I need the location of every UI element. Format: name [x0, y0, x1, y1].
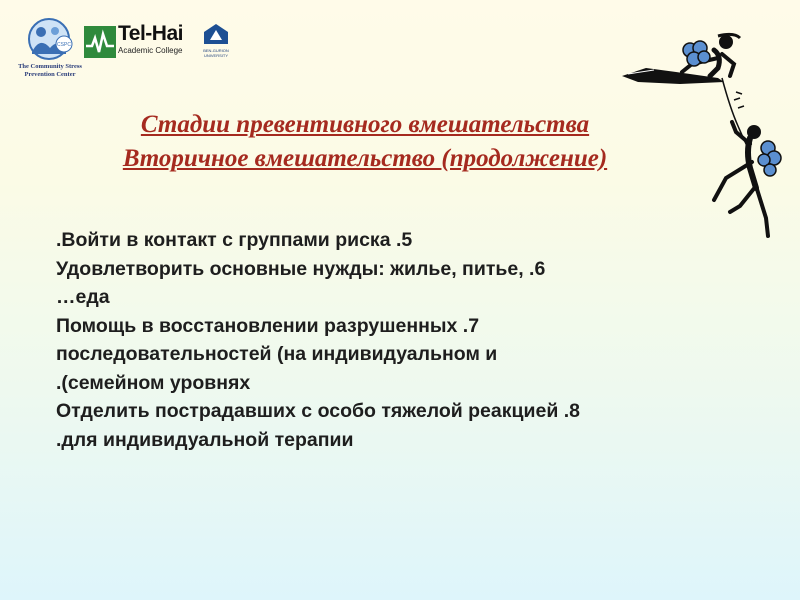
body-line: .для индивидуальной терапии	[56, 428, 354, 451]
body-line: …еда	[56, 286, 110, 308]
tel-hai-name: Tel-Hai	[118, 22, 183, 45]
slide-body	[56, 226, 736, 454]
bottom-climber-backpack	[758, 141, 781, 176]
cspc-emblem-icon	[20, 18, 78, 60]
top-climber-backpack	[683, 41, 710, 66]
community-stress-prevention-center-logo	[14, 18, 84, 79]
body-line: Отделить пострадавших с особо тяжелой реакцией .8	[56, 400, 580, 422]
body-line: .(семейном уровнях	[56, 371, 251, 394]
body-line: последовательностей (на индивидуальном и	[56, 343, 498, 365]
body-line: Помощь в восстановлении разрушенных .7	[56, 314, 480, 337]
bgu-caption: BEN-GURION UNIVERSITY	[203, 48, 229, 58]
body-line: Удовлетворить основные нужды: жилье, питье, .6	[56, 257, 546, 280]
body-line: .Войти в контакт с группами риска .5	[56, 229, 413, 251]
tel-hai-subtitle: Academic College	[118, 46, 183, 55]
tel-hai-logo	[84, 22, 196, 62]
bgu-emblem-icon	[198, 22, 234, 48]
cspc-caption: The Community Stress Prevention Center	[18, 63, 82, 78]
title-line-2: Вторичное вмешательство (продолжение)	[122, 145, 608, 172]
ben-gurion-university-logo	[198, 22, 234, 62]
cspc-badge-text: CSPC	[57, 42, 71, 48]
title-line-1: Стадии превентивного вмешательства	[140, 111, 590, 138]
logo-bar	[14, 14, 254, 94]
slide-title	[0, 108, 730, 176]
tel-hai-emblem-icon	[84, 26, 116, 58]
